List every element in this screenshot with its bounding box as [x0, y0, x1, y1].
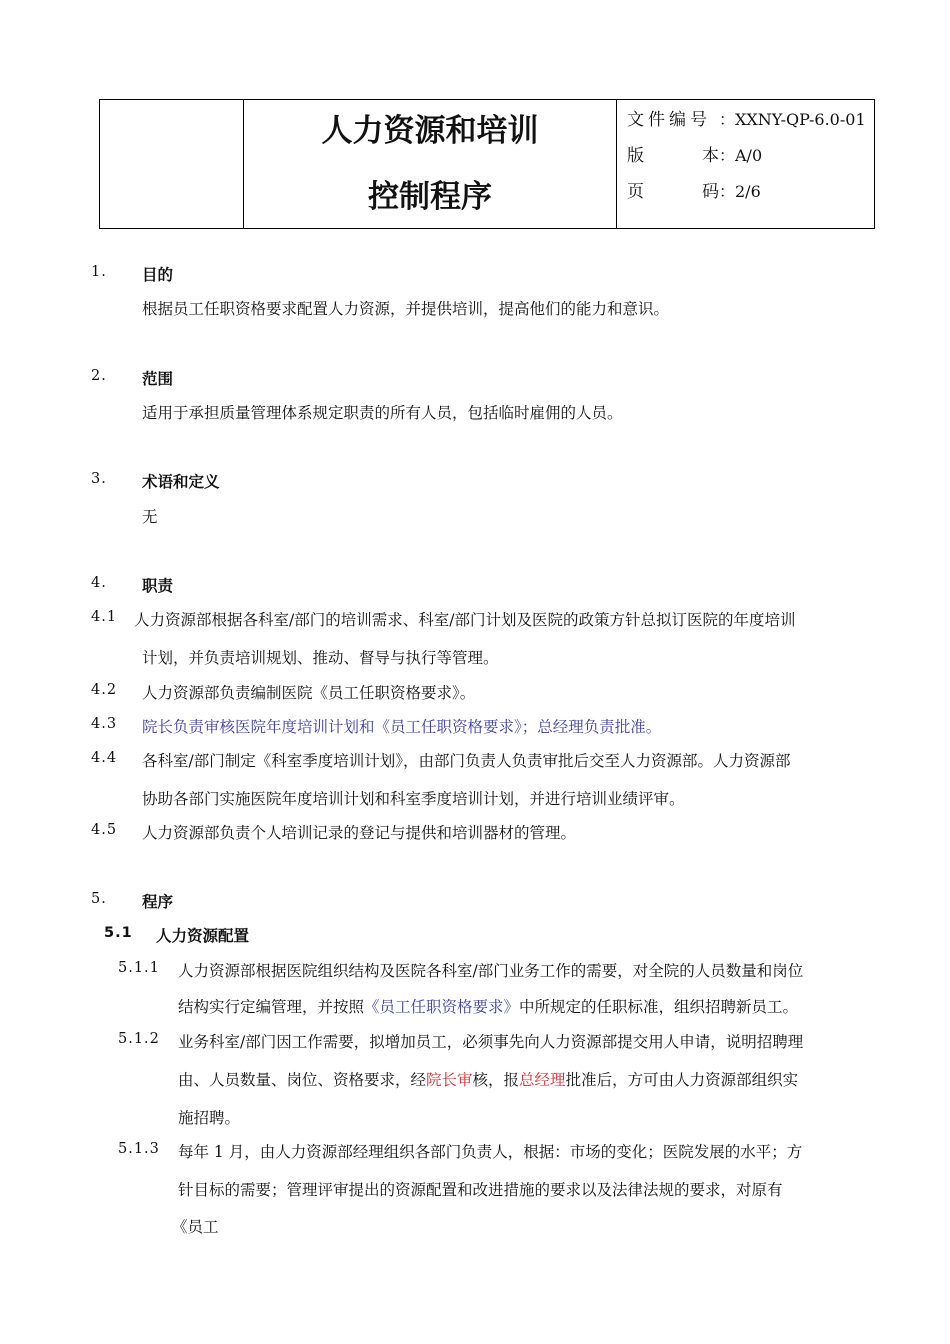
paragraph-line: 计划，并负责培训规划、推动、督导与执行等管理。: [142, 649, 499, 667]
version-row: [627, 138, 874, 174]
item-number: 4.1: [91, 609, 118, 625]
paragraph-line: 人力资源部负责编制医院《员工任职资格要求》。: [142, 684, 476, 702]
paragraph-line: 《员工: [172, 1218, 219, 1236]
item-number: 4.3: [91, 716, 118, 732]
title-line-1: 人力资源和培训: [321, 113, 539, 149]
section-heading: 职责: [142, 577, 174, 595]
document-info: [617, 100, 874, 228]
section-number: 3.: [91, 471, 107, 487]
clause-number: 5.1.3: [118, 1141, 160, 1157]
clause-number: 5.1.2: [118, 1031, 160, 1047]
paragraph-line: 院长负责审核医院年度培训计划和《员工任职资格要求》；总经理负责批准。: [142, 718, 662, 736]
highlight-red: 总经理: [519, 1071, 566, 1089]
document-header-table: [99, 99, 875, 229]
section-number: 2.: [91, 368, 107, 384]
subsection-number: 5.1: [104, 925, 133, 941]
item-number: 4.5: [91, 822, 118, 838]
highlight-red: 院长审: [426, 1071, 473, 1089]
doc-number-value: ：XXNY-QP-6.0-01: [719, 110, 866, 129]
version-label: 版 本: [627, 146, 719, 166]
clause-number: 5.1.1: [118, 960, 160, 976]
section-heading: 术语和定义: [142, 473, 220, 491]
paragraph-line: 业务科室/部门因工作需要，拟增加员工，必须事先向人力资源部提交用人申请，说明招聘理: [178, 1033, 804, 1051]
paragraph-line: 每年 1 月，由人力资源部经理组织各部门负责人，根据：市场的变化；医院发展的水平；方: [178, 1143, 803, 1161]
subsection-heading: 人力资源配置: [156, 927, 250, 945]
item-number: 4.2: [91, 682, 118, 698]
section-heading: 范围: [142, 370, 174, 388]
section-heading: 程序: [142, 893, 174, 911]
paragraph: 根据员工任职资格要求配置人力资源，并提供培训，提高他们的能力和意识。: [142, 300, 670, 318]
paragraph-line: 结构实行定编管理，并按照《员工任职资格要求》中所规定的任职标准，组织招聘新员工。: [178, 998, 799, 1016]
section-number: 4.: [91, 575, 107, 591]
paragraph-line: 人力资源部根据医院组织结构及医院各科室/部门业务工作的需要，对全院的人员数量和岗位: [178, 962, 804, 980]
section-number: 5.: [91, 891, 107, 907]
paragraph-line: 针目标的需要；管理评审提出的资源配置和改进措施的要求以及法律法规的要求，对原有: [178, 1181, 783, 1199]
paragraph-line: 由、人员数量、岗位、资格要求，经院长审核，报总经理批准后，方可由人力资源部组织实: [178, 1071, 799, 1089]
logo-cell: [100, 100, 244, 228]
paragraph-line: 人力资源部负责个人培训记录的登记与提供和培训器材的管理。: [142, 824, 577, 842]
page-label: 页 码: [627, 182, 719, 202]
paragraph-line: 各科室/部门制定《科室季度培训计划》，由部门负责人负责审批后交至人力资源部。人力资源部: [142, 752, 791, 770]
page-value: ：2/6: [719, 182, 761, 201]
section-heading: 目的: [142, 266, 174, 284]
highlight-blue: 《员工任职资格要求》: [364, 998, 520, 1016]
paragraph-line: 施招聘。: [178, 1109, 241, 1127]
paragraph: 适用于承担质量管理体系规定职责的所有人员，包括临时雇佣的人员。: [142, 404, 623, 422]
page-row: [627, 174, 874, 210]
title-line-2: 控制程序: [368, 179, 492, 215]
section-number: 1.: [91, 264, 107, 280]
item-number: 4.4: [91, 750, 118, 766]
paragraph-line: 协助各部门实施医院年度培训计划和科室季度培训计划，并进行培训业绩评审。: [142, 790, 685, 808]
paragraph-line: 人力资源部根据各科室/部门的培训需求、科室/部门计划及医院的政策方针总拟订医院的年度培训: [134, 611, 796, 629]
doc-number-row: [627, 102, 874, 138]
version-value: ：A/0: [719, 146, 763, 165]
paragraph: 无: [142, 508, 158, 526]
doc-number-label: 文件编号: [627, 110, 711, 130]
document-title: [244, 100, 617, 228]
